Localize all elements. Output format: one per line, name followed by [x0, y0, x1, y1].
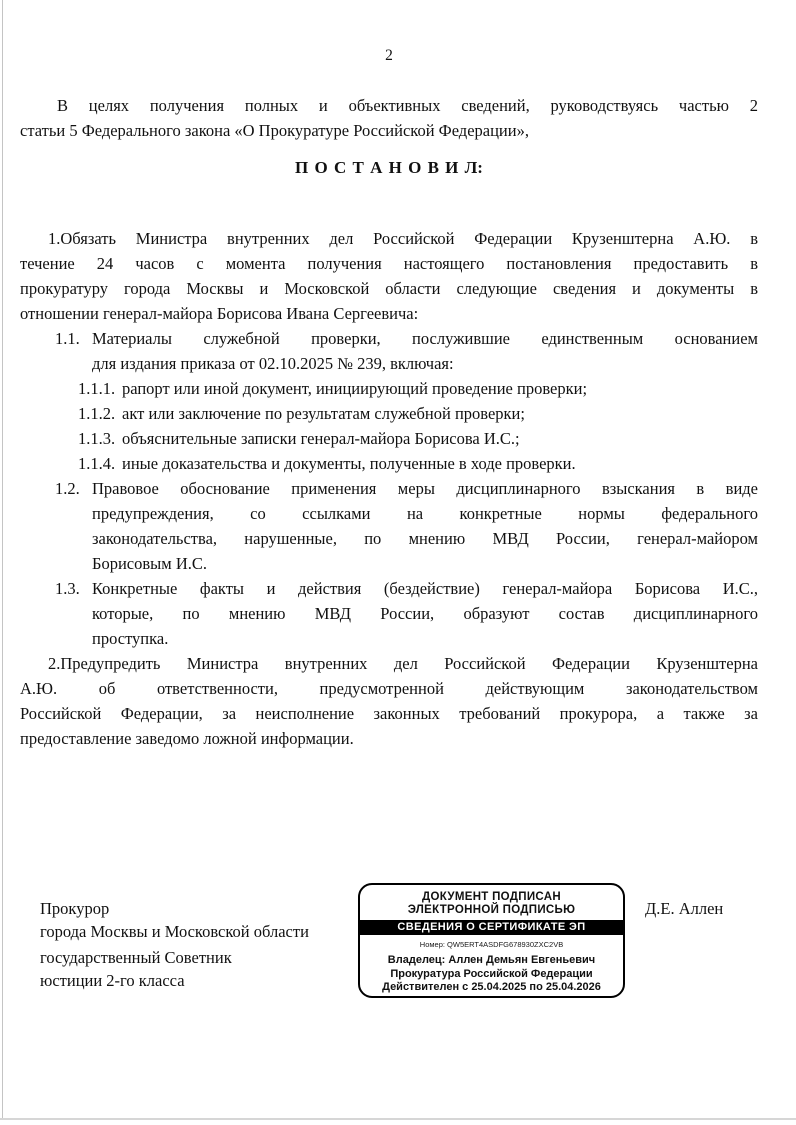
item-number: 1.1. [55, 329, 80, 348]
item-text: акт или заключение по результатам служебной проверки; [122, 404, 525, 423]
stamp-certificate-number: Номер: QW5ERT4ASDFG678930ZXC2VB [419, 940, 564, 949]
resolution-heading: П О С Т А Н О В И Л: [295, 158, 483, 177]
stamp-title [360, 891, 623, 917]
paragraph-2: 2.Предупредить Министра внутренних дел Российской Федерации Крузенштерна А.Ю. об ответственности, предусмотренной действующим законодательством Российской Федерации, за неисполнение законных требований прокурора, а также за предоставление заведомо ложной информации. [20, 654, 758, 748]
stamp-title-line1: ДОКУМЕНТ ПОДПИСАН [422, 891, 561, 903]
item-text: Материалы служебной проверки, послужившие единственным основанием для издания приказа от 02.10.2025 № 239, включая: [92, 329, 758, 373]
item-text: Конкретные факты и действия (бездействие) генерал-майора Борисова И.С., которые, по мнению МВД России, образуют состав дисциплинарного проступка. [92, 579, 758, 648]
item-number: 1.1.4. [78, 454, 116, 473]
item-number: 1.1.3. [78, 429, 116, 448]
item-text: объяснительные записки генерал-майора Борисова И.С.; [122, 429, 520, 448]
intro-paragraph: В целях получения полных и объективных сведений, руководствуясь частью 2 статьи 5 Федерального закона «О Прокуратуре Российской Федерации», [20, 96, 758, 140]
page-number: 2 [385, 47, 393, 64]
signer-name: Д.Е. Аллен [645, 899, 724, 918]
stamp-certificate-bar: СВЕДЕНИЯ О СЕРТИФИКАТЕ ЭП [360, 920, 623, 935]
item-number: 1.1.1. [78, 379, 116, 398]
signer-rank: государственный Советник юстиции 2-го класса [40, 948, 232, 990]
stamp-title-line2: ЭЛЕКТРОННОЙ ПОДПИСЬЮ [407, 904, 576, 916]
item-number: 1.2. [55, 479, 80, 498]
item-text: рапорт или иной документ, инициирующий проведение проверки; [122, 379, 588, 398]
item-text: иные доказательства и документы, полученные в ходе проверки. [122, 454, 576, 473]
signer-position: Прокурор города Москвы и Московской области [40, 899, 309, 941]
stamp-validity: Действителен с 25.04.2025 по 25.04.2026 [382, 981, 601, 993]
digital-signature-stamp [358, 883, 625, 998]
item-text: Правовое обоснование применения меры дисциплинарного взыскания в виде предупреждения, со ссылками на конкретные нормы федерального законодательства, нарушенные, по мнению МВД России, генерал-майором Борисовым И.С. [92, 479, 758, 573]
item-number: 1.1.2. [78, 404, 116, 423]
stamp-organization: Прокуратура Российской Федерации [390, 967, 593, 980]
stamp-owner: Владелец: Аллен Демьян Евгеньевич [387, 954, 596, 966]
paragraph-1: 1.Обязать Министра внутренних дел Российской Федерации Крузенштерна А.Ю. в течение 24 часов с момента получения настоящего постановления предоставить в прокуратуру города Москвы и Московской области следующие сведения и документы в отношении генерал-майора Борисова Ивана Сергеевича: [20, 229, 758, 323]
item-number: 1.3. [55, 579, 80, 598]
